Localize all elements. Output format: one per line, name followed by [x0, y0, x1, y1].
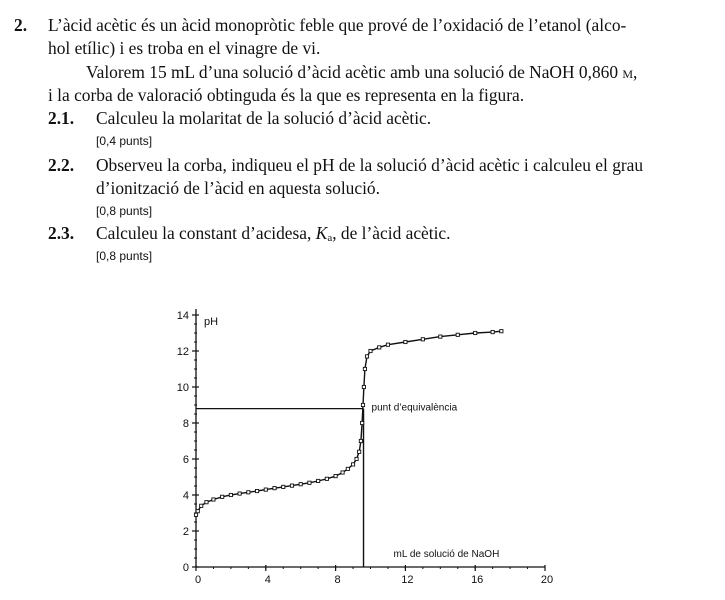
data-point — [308, 481, 311, 484]
subquestion-number-2-3: 2.3. — [48, 223, 75, 243]
data-point — [290, 484, 293, 487]
statement-line-2: i la corba de valoració obtinguda és la que es representa en la figura. — [48, 85, 525, 105]
data-point — [264, 488, 267, 491]
titration-curve — [194, 330, 503, 517]
data-point — [282, 485, 285, 488]
question-number: 2. — [14, 15, 28, 35]
data-point — [358, 450, 361, 453]
data-point — [386, 343, 389, 346]
chart-labels — [204, 316, 499, 560]
titration-curve-chart — [150, 295, 570, 595]
question-intro-line-2: hol etílic) i es troba en el vinagre de vi. — [48, 38, 321, 58]
subquestion-text-2-2-line-1: Observeu la corba, indiqueu el pH de la solució d’àcid acètic i calculeu el grau — [96, 155, 644, 175]
data-point — [273, 487, 276, 490]
text-part-b: , de l’àcid acètic. — [332, 223, 451, 243]
data-point — [491, 331, 494, 334]
data-point — [361, 403, 364, 406]
data-point — [404, 340, 407, 343]
data-point — [351, 463, 354, 466]
data-point — [325, 477, 328, 480]
molar-unit: m — [622, 62, 634, 82]
subquestion-number-2-2: 2.2. — [48, 155, 75, 175]
data-point — [421, 338, 424, 341]
x-tick-label: 4 — [264, 574, 271, 586]
data-point — [355, 457, 358, 460]
curve-line — [196, 331, 501, 515]
data-point — [200, 504, 203, 507]
points-2-1: [0,4 punts] — [96, 134, 153, 148]
statement-text: Valorem 15 mL d’una solució d’àcid acètic amb una solució de NaOH 0,860 — [86, 62, 623, 82]
y-tick-label: 8 — [182, 418, 189, 430]
statement-comma: , — [633, 62, 638, 82]
y-tick-label: 14 — [176, 310, 189, 322]
equivalence-label: punt d’equivalència — [371, 402, 458, 414]
data-point — [341, 471, 344, 474]
data-point — [362, 385, 365, 388]
y-tick-label: 12 — [176, 346, 189, 358]
data-point — [456, 333, 459, 336]
subquestion-text-2-2-line-2: d’ionització de l’àcid en aquesta solució. — [96, 178, 380, 198]
data-point — [317, 479, 320, 482]
chart-ticks — [177, 310, 553, 586]
data-point — [363, 367, 366, 370]
ka-subscript: a — [327, 232, 333, 244]
chart-axes — [196, 309, 545, 567]
x-tick-label: 0 — [194, 574, 202, 586]
statement-line-1 — [86, 61, 637, 84]
data-point — [229, 493, 232, 496]
data-point — [205, 501, 208, 504]
data-point — [212, 498, 215, 501]
data-point — [359, 439, 362, 442]
points-2-3: [0,8 punts] — [96, 249, 153, 263]
data-point — [346, 467, 349, 470]
y-tick-label: 4 — [182, 490, 189, 502]
data-point — [194, 513, 197, 516]
data-point — [196, 510, 199, 513]
data-point — [500, 330, 503, 333]
data-point — [299, 483, 302, 486]
data-point — [378, 346, 381, 349]
data-point — [474, 331, 477, 334]
subquestion-text-2-3 — [96, 222, 451, 245]
data-point — [365, 355, 368, 358]
x-axis-label: mL de solució de NaOH — [393, 549, 500, 560]
points-2-2: [0,8 punts] — [96, 204, 153, 218]
y-tick-label: 6 — [182, 454, 189, 466]
data-point — [369, 349, 372, 352]
question-intro-line-1: L’àcid acètic és un àcid monopròtic feble que prové de l’oxidació de l’etanol (alco- — [48, 15, 627, 35]
y-tick-label: 2 — [182, 526, 189, 538]
x-tick-label: 12 — [401, 574, 414, 586]
subquestion-number-2-1: 2.1. — [48, 108, 75, 128]
subquestion-text-2-1: Calculeu la molaritat de la solució d’àcid acètic. — [96, 108, 432, 128]
data-point — [247, 491, 250, 494]
y-tick-label: 10 — [176, 382, 189, 394]
text-part-a: Calculeu la constant d’acidesa, — [96, 223, 316, 243]
data-point — [439, 335, 442, 338]
ka-symbol: K — [315, 223, 328, 243]
x-tick-label: 8 — [334, 574, 341, 586]
data-point — [221, 495, 224, 498]
y-tick-label: 0 — [182, 562, 189, 574]
x-tick-label: 20 — [540, 574, 554, 586]
data-point — [334, 475, 337, 478]
x-tick-label: 16 — [471, 574, 484, 586]
data-point — [361, 421, 364, 424]
data-point — [255, 489, 258, 492]
data-point — [238, 492, 241, 495]
y-axis-label: pH — [204, 316, 219, 328]
